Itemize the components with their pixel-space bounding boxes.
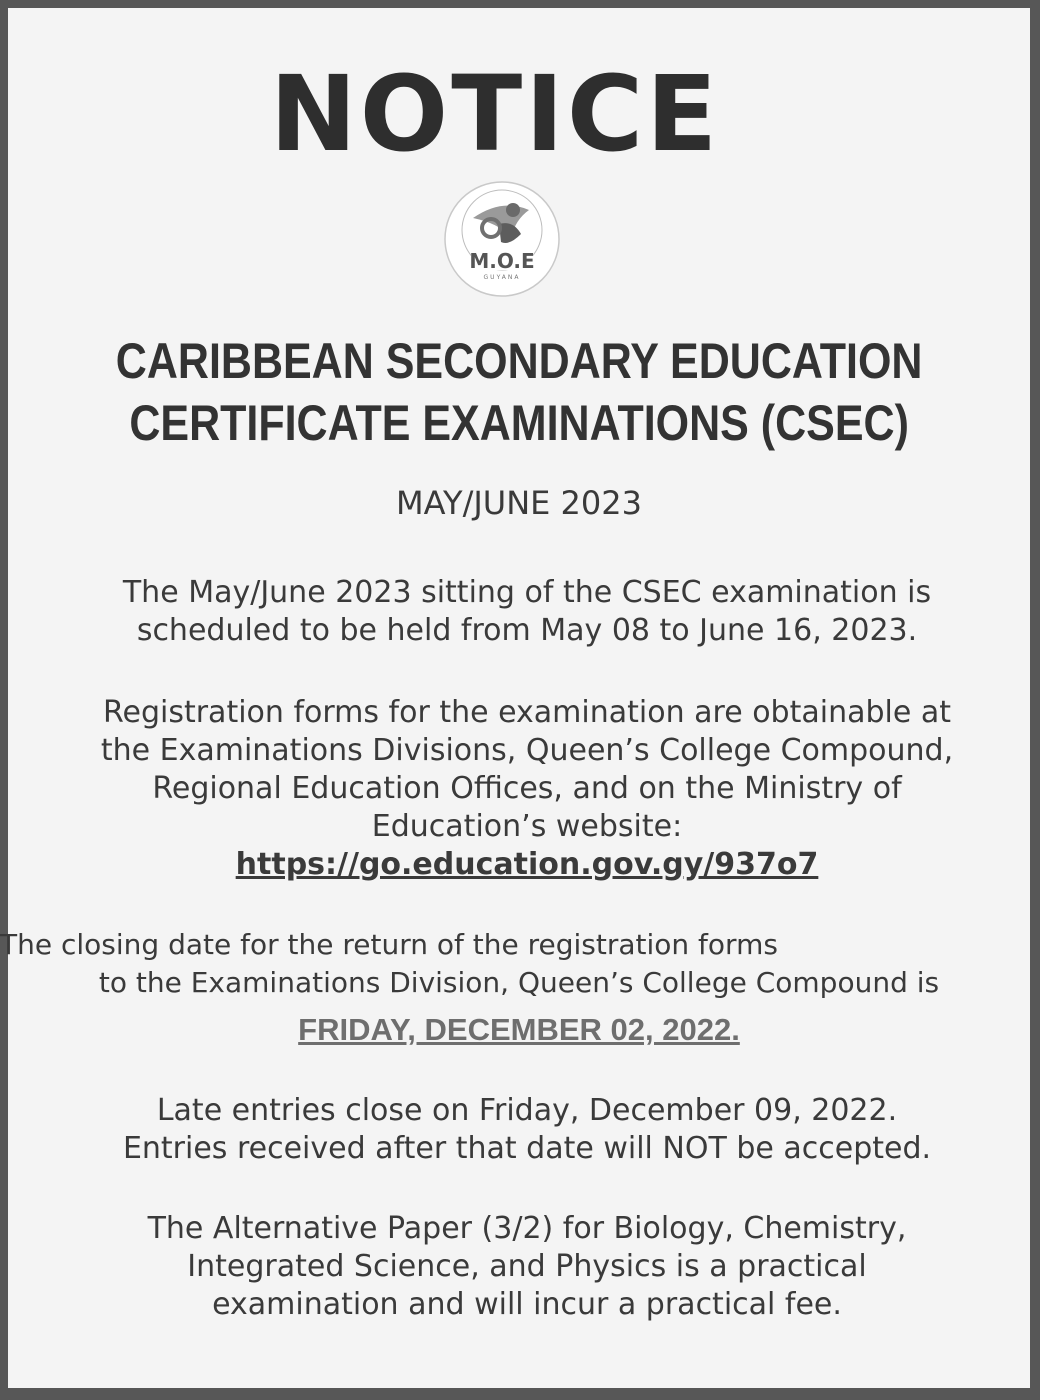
logo-country: GUYANA xyxy=(483,274,521,281)
closing-date: FRIDAY, DECEMBER 02, 2022. xyxy=(298,1012,740,1047)
closing-line-1: The closing date for the return of the registration forms xyxy=(0,928,778,961)
practical-line-1: The Alternative Paper (3/2) for Biology, Chemistry, xyxy=(147,1211,907,1246)
website-link[interactable]: https://go.education.gov.gy/937o7 xyxy=(235,847,819,882)
registration-paragraph xyxy=(16,694,1038,884)
registration-line-3: Regional Education Offices, and on the Ministry of xyxy=(152,771,902,806)
moe-logo xyxy=(443,180,561,298)
heading-line-2: CERTIFICATE EXAMINATIONS (CSEC) xyxy=(129,395,909,451)
schedule-paragraph xyxy=(16,574,1038,650)
late-entries-line-2: Entries received after that date will NOT be accepted. xyxy=(122,1131,932,1166)
registration-line-1: Registration forms for the examination are obtainable at xyxy=(103,695,951,730)
moe-wordmark: M.O.E xyxy=(469,249,535,273)
practical-line-2: Integrated Science, and Physics is a practical xyxy=(187,1249,867,1284)
late-entries-line-1: Late entries close on Friday, December 09, 2022. xyxy=(156,1093,898,1128)
late-entries-paragraph xyxy=(16,1092,1038,1168)
heading-line-1: CARIBBEAN SECONDARY EDUCATION xyxy=(115,333,923,389)
practical-line-3: examination and will incur a practical fee. xyxy=(212,1287,842,1322)
schedule-line-2: scheduled to be held from May 08 to June 16, 2023. xyxy=(136,613,918,648)
closing-line-2: to the Examinations Division, Queen’s College Compound is xyxy=(98,966,940,999)
exam-heading xyxy=(80,330,959,454)
registration-line-2: the Examinations Divisions, Queen’s College Compound, xyxy=(100,733,954,768)
practical-fee-paragraph xyxy=(16,1210,1038,1324)
schedule-line-1: The May/June 2023 sitting of the CSEC examination is xyxy=(122,575,932,610)
session-date: MAY/JUNE 2023 xyxy=(396,484,642,522)
notice-page xyxy=(0,8,1030,1388)
registration-line-4: Education’s website: xyxy=(371,809,683,844)
notice-title: NOTICE xyxy=(269,53,721,175)
